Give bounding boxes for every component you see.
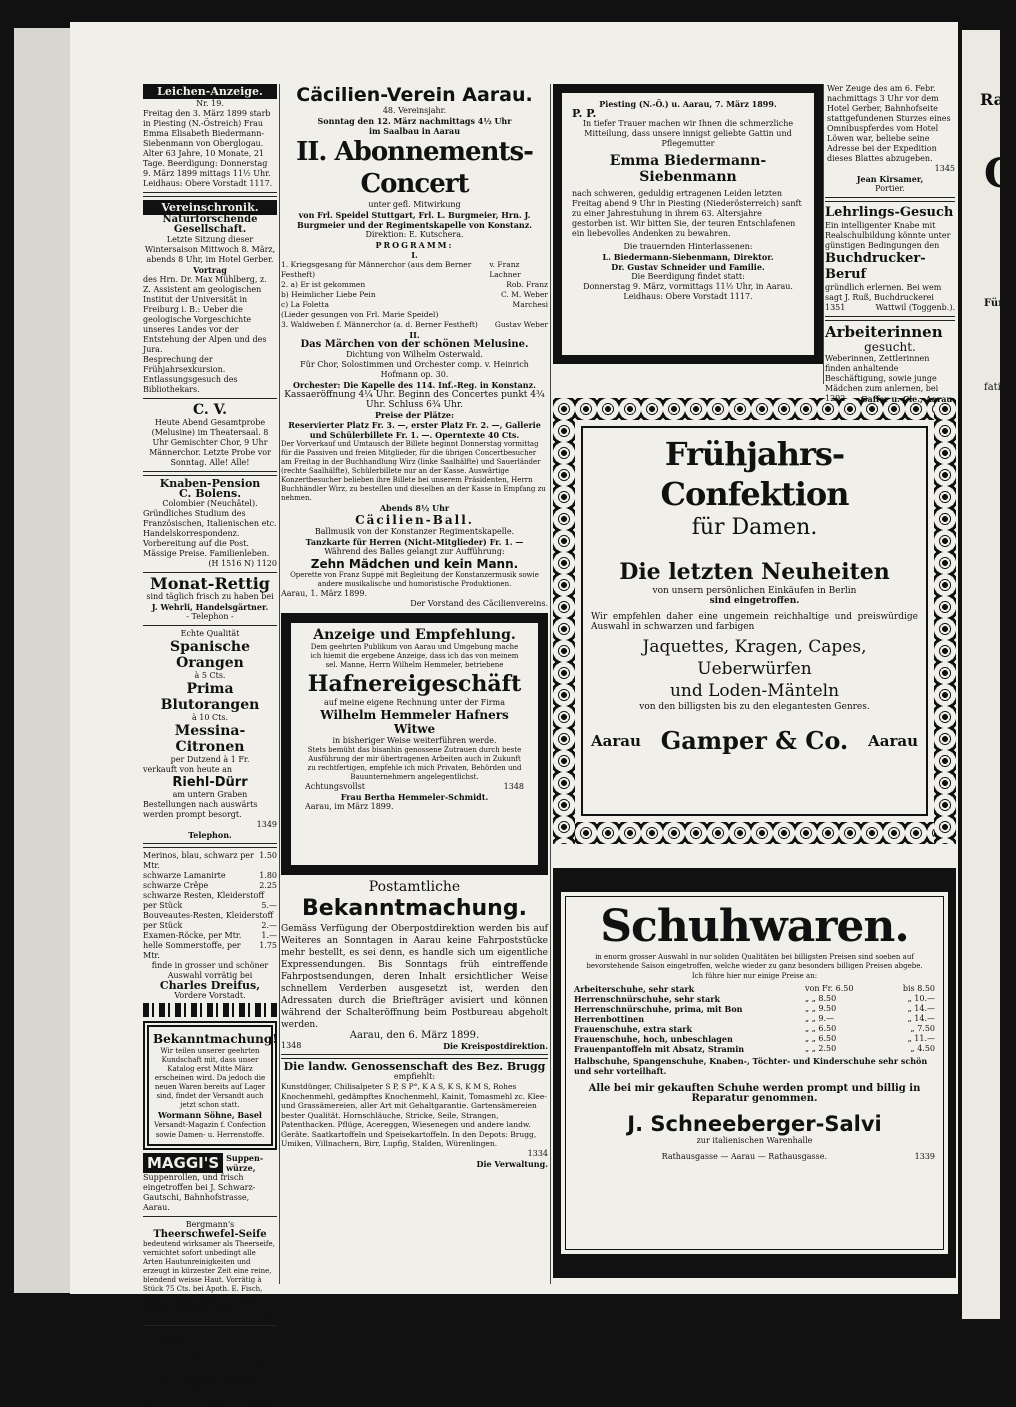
anz-firm: Wilhelm Hemmeler Hafners Witwe <box>320 708 509 736</box>
cac-operette: Operette von Franz Suppé mit Begleitung der Konstanzermusik sowie andere musikalische und humoristische Produktionen. <box>290 571 539 588</box>
cac-preise: Preise der Plätze: <box>375 410 454 420</box>
trauer-hinter: Die trauernden Hinterlassenen: <box>623 242 753 251</box>
programme-composer: v. Franz Lachner <box>489 260 521 279</box>
wagen-text: in vorzüglicher Qualität empfiehlt <box>161 1377 259 1396</box>
knaben-code: (H 1516 N) 1120 <box>208 559 277 568</box>
orangen-note: Bestellungen nach auswärts werden prompt besorgt. <box>143 800 258 819</box>
bek-name: Wormann Söhne, Basel <box>158 1110 262 1120</box>
orangen-name: Riehl-Dürr <box>172 775 248 790</box>
boot-border-top <box>553 868 956 892</box>
shoe-price-to: „ 4.50 <box>910 1044 935 1053</box>
price-row <box>143 921 277 931</box>
price-value: 5.— <box>261 901 277 910</box>
wagen-heading-1: Wagenschmiere <box>147 1329 273 1345</box>
programme-item <box>281 280 548 290</box>
post-heading-1: Postamtliche <box>368 879 461 895</box>
cac-ball: Cäcilien-Ball. <box>355 513 474 527</box>
column-4 <box>825 84 955 404</box>
price-label: per Stück <box>143 901 183 910</box>
monat-tel: - Telephon - <box>186 612 234 621</box>
shoe-price-row <box>574 984 935 994</box>
edge-fragment: C <box>984 150 1016 197</box>
maggi-side: Suppen-würze, <box>226 1153 264 1173</box>
sch-repair: Alle bei mir gekauften Schuhe werden prompt und billig in Reparatur genommen. <box>588 1083 921 1104</box>
lehr-text: Ein intelligenter Knabe mit Realschulbildung könnte unter günstigen Bedingungen den <box>825 221 951 250</box>
shoe-price-from: „ „ 2.50 <box>805 1044 837 1053</box>
flower-border <box>553 822 956 844</box>
cac-big-title: II. Abonnements-Concert <box>296 137 533 199</box>
prices-foot: finde in grosser und schöner Auswahl vorrätig bei <box>151 961 269 980</box>
shoe-price-from: „ „ 9.50 <box>805 1004 837 1013</box>
shoe-item: Frauenschuhe, hoch, unbeschlagen <box>574 1034 733 1044</box>
orangen-sell: verkauft von heute an <box>143 765 233 774</box>
cac-names: von Frl. Speidel Stuttgart, Frl. L. Burgmeier, Hrn. J. Burgmeier und der Regimentskapelle von Konstanz. <box>296 210 533 230</box>
column-2 <box>281 84 548 1284</box>
schuhwaren-ad <box>553 868 956 1278</box>
fr-sub: für Damen. <box>691 515 818 540</box>
fr-items-2: und Loden-Mänteln <box>669 681 840 701</box>
programme-composer: Marchesi <box>512 300 548 309</box>
trauer-name-1: L. Biedermann-Siebenmann, Direktor. <box>602 252 774 262</box>
price-label: Bouveautes-Resten, Kleiderstoff <box>143 911 274 920</box>
orangen-price-1: à 5 Cts. <box>194 671 226 680</box>
vortrag-foot: Besprechung der Frühjahrsexkursion. Entlassungsgesuch des Bibliothekars. <box>143 355 238 394</box>
cac-sign: Der Vorstand des Cäcilienvereins. <box>410 599 548 608</box>
sch-sub: Ich führe hier nur einige Preise an: <box>691 972 818 980</box>
landw-heading: Die landw. Genossenschaft des Bez. Brugg <box>283 1060 546 1073</box>
fr-firm: Gamper & Co. <box>660 726 849 755</box>
sch-firm-sub: zur italienischen Warenhalle <box>696 1136 813 1145</box>
anz-big: Hafnereigeschäft <box>307 671 522 697</box>
column-1 <box>143 84 278 1407</box>
wagen-heading-2: Patentachsenfett <box>143 1345 277 1361</box>
knaben-place: Colombier (Neuchâtel). <box>162 499 258 508</box>
price-row <box>143 931 277 941</box>
berg-text: bedeutend wirksamer als Theerseife, vernichtet sofort unbedingt alle Arten Hautunreinigkeiten und erzeugt in kürzester Zeit eine reine, blendend weisse Haut. Vorrätig à Stück 75 Cts. bei Apoth. E. Fisch, Apoth. R. Jung, Apoth. C. Fleisch, Apoth. J. Weibezahl, Aarau. <box>143 1240 275 1311</box>
shoe-item: Herrenbottinen <box>574 1014 645 1024</box>
trauer-beerd: Die Beerdigung findet statt: <box>631 272 745 281</box>
cac-title: Cäcilien-Verein Aarau. <box>296 84 533 106</box>
price-value: 1.75 <box>259 941 277 950</box>
divider <box>281 1054 548 1059</box>
price-row <box>143 941 277 961</box>
column-rule <box>823 84 824 384</box>
cac-kasse: Kassaeröffnung 4¼ Uhr. Beginn des Concertes punkt 4¾ Uhr. Schluss 6¾ Uhr. <box>284 390 545 410</box>
cac-tanz: Tanzkarte für Herren (Nicht-Mitglieder) Fr. 1. — <box>305 537 524 547</box>
cac-ball-mus: Ballmusik von der Konstanzer Regimentskapelle. <box>314 527 515 536</box>
landw-text: Kunstdünger, Chilisalpeter S P, S P°, K A S, K S, K M S, Rohes Knochenmehl, gedämpftes Knochenmehl, Kainit, Tomasmehl zc. Klee- und Grassämereien, aller Art mit Gehaltgarantie. Gartensämereien bester Qualität. Hornschläuche, Stricke, Seile, Strangen, Patenthacken. Pflüge, Acereggen, Wiesenegen und andere landw. Geräte. Saatkartoffeln und Speisekartoffeln. In den Depots: Brugg, Umiken, Villnachern, Birr, Lupfig, Stalden, Würenlingen. <box>281 1082 547 1148</box>
shoe-price-from: „ „ 8.50 <box>805 994 837 1003</box>
shoe-price-to: „ 14.— <box>907 1014 935 1023</box>
programme-item <box>281 320 548 330</box>
cac-date: Sonntag den 12. März nachmittags 4½ Uhr <box>317 116 512 126</box>
programme-composer: Gustav Weber <box>494 320 548 329</box>
price-label: schwarze Lamanirte <box>143 871 226 880</box>
shoe-item: Arbeiterschuhe, sehr stark <box>574 984 695 994</box>
cac-orch: Orchester: Die Kapelle des 114. Inf.-Reg. in Konstanz. <box>293 380 536 390</box>
shoe-price-row <box>574 1024 935 1034</box>
berg-code: 1332 <box>256 1312 277 1321</box>
ornament-border <box>143 1003 277 1017</box>
anz-text-2: Stets bemüht das bisanhin genossene Zutrauen durch beste Ausführung der mir übertragenen Arbeiten auch in Zukunft zu rechtfertigen, empfehle ich mich Privaten, Behörden und Bauunternehmern angelegentlichst. <box>307 746 522 781</box>
boot-border-bottom <box>553 1254 956 1278</box>
flower-border <box>934 398 956 844</box>
orangen-price-2: à 10 Cts. <box>191 713 229 722</box>
anz-date: Aarau, im März 1899. <box>305 802 394 811</box>
arb-code: 1292 <box>825 394 846 403</box>
orangen-code: 1349 <box>256 820 277 829</box>
wagen-code: 994 <box>143 1397 159 1406</box>
leichen-heading: Leichen-Anzeige. <box>143 84 277 99</box>
lehr-text-2: gründlich erlernen. Bei wem sagt J. Ruß, Buchdruckerei <box>825 283 942 302</box>
trauer-name-2: Dr. Gustav Schneider und Familie. <box>611 262 765 272</box>
cv-heading: C. V. <box>193 402 227 418</box>
trauer-name: Emma Biedermann-Siebenmann <box>609 153 767 185</box>
natur-heading: Naturforschende Gesellschaft. <box>162 214 258 235</box>
sch-extra: Halbschuhe, Spangenschuhe, Knaben-, Töchter- und Kinderschuhe sehr schön und sehr vorteilhaft. <box>574 1056 928 1076</box>
berg-title: Theerschwefel-Seife <box>153 1229 267 1240</box>
landw-code: 1334 <box>527 1148 548 1158</box>
shoe-price-to: bis 8.50 <box>902 984 935 993</box>
maggi-text: Suppenrollen, und frisch eingetroffen bei J. Schwarz-Gautschi, Bahnhofstrasse, Aarau. <box>143 1173 256 1212</box>
hafner-ad-frame <box>281 613 548 875</box>
cac-abends: Abends 8½ Uhr <box>379 503 450 513</box>
vortrag-text: des Hrn. Dr. Max Mühlberg, z. Z. Assistent am geologischen Institut der Universität in Freiburg i. B.: Ueber die geologische Vorgeschichte unseres Landes vor der Entstehung der Alpen und des Jura. <box>143 275 267 354</box>
sch-text: in enorm grosser Auswahl in nur soliden Qualitäten bei billigsten Preisen sind soeben auf bevorstehende Saison eingetroffen, welche wieder zu ganz besonders billigen Preisen abgebe. <box>586 953 923 970</box>
zeuge-text: Wer Zeuge des am 6. Febr. nachmittags 3 Uhr vor dem Hotel Gerber, Bahnhofseite stattgefundenen Sturzes eines Omnibuspferdes vom Hotel Löwen war, beliebe seine Adresse bei der Expedition dieses Blattes abzugeben. <box>827 84 951 163</box>
divider <box>143 398 277 399</box>
shoe-item: Herrenschnürschuhe, sehr stark <box>574 994 721 1004</box>
price-value: 1.50 <box>259 851 277 860</box>
cac-preise-text: Reservierter Platz Fr. 3. —, erster Platz Fr. 2. —, Gallerie und Schülerbillete Fr. 1. —. Operntexte 40 Cts. <box>288 420 541 440</box>
shoe-price-list <box>574 984 935 1054</box>
sch-firm: J. Schneeberger-Salvi <box>627 1112 882 1136</box>
zeuge-role: Portier. <box>875 184 905 193</box>
cac-mit: unter gefl. Mitwirkung <box>368 200 461 209</box>
zeuge-name: Jean Kirsamer, <box>856 174 924 184</box>
arb-sub: gesucht. <box>864 340 916 354</box>
cac-prog: PROGRAMM: <box>375 240 454 250</box>
next-page-edge <box>962 30 1016 1319</box>
shoe-price-row <box>574 1004 935 1014</box>
shoe-price-from: „ „ 9.— <box>805 1014 835 1023</box>
cv-text: Heute Abend Gesamtprobe (Melusine) im Theatersaal. 8 Uhr Gemischter Chor, 9 Uhr Männerchor. Letzte Probe vor Sonntag. Alle! Alle! <box>149 418 271 467</box>
divider <box>825 316 955 321</box>
shoe-price-to: „ 11.— <box>907 1034 935 1043</box>
price-value: 2.— <box>261 921 277 930</box>
shoe-price-row <box>574 1044 935 1054</box>
sch-heading: Schuhwaren. <box>600 901 909 952</box>
shoe-price-to: „ 14.— <box>907 1004 935 1013</box>
bek-text: Wir teilen unserer geehrten Kundschaft mit, dass unser Katalog erst Mitte März erscheinen wird. Da jedoch die neuen Waren bereits auf Lager sind, findet der Versandt auch jetzt schon statt. <box>154 1047 266 1109</box>
cac-mel-text: Für Chor, Solostimmen und Orchester comp. v. Heinrich Hofmann op. 30. <box>300 360 529 379</box>
divider <box>143 572 277 573</box>
lehr-place: Wattwil (Toggenb.). <box>875 303 955 312</box>
post-text: Gemäss Verfügung der Oberpostdirektion werden bis auf Weiteres an Sonntagen in Aarau keine Fahrpoststücke mehr bestellt, es sei denn, es handle sich um eigentliche Expressendungen. Bis Sonntags früh eintreffende Fahrpostsendungen, deren Inhalt ersichtlicher Weise schnellem Verderben ausgesetzt ist, werden den Adressaten durch die Briefträger avisiert und können während der Schalteröffnung beim Postbureau abgeholt werden. <box>281 924 548 1030</box>
anz-after: in bisheriger Weise weiterführen werde. <box>332 736 497 745</box>
programme-title: (Lieder gesungen von Frl. Marie Speidel) <box>281 310 439 319</box>
lehr-code: 1351 <box>825 303 846 312</box>
cac-dir: Direktion: E. Kutschera. <box>365 230 464 239</box>
post-sign: Die Kreispostdirektion. <box>443 1041 548 1051</box>
anz-mid: auf meine eigene Rechnung unter der Firma <box>324 698 505 707</box>
dreifus-name: Charles Dreifus, <box>159 979 261 992</box>
price-row <box>143 901 277 911</box>
knaben-name: C. Bolens. <box>178 487 242 500</box>
trauer-beerd-2: Donnerstag 9. März, vormittags 11½ Uhr, in Aarau. <box>583 282 793 291</box>
programme-title: b) Heimlicher Liebe Pein <box>281 290 376 299</box>
fr-heading: Frühjahrs-Confektion <box>660 435 849 513</box>
divider <box>143 471 277 476</box>
shoe-price-row <box>574 1014 935 1024</box>
maggi-logo: MAGGI'S <box>143 1153 223 1173</box>
shoe-price-from: „ „ 6.50 <box>805 1034 837 1043</box>
orangen-heading-1: Spanische Orangen <box>170 639 250 671</box>
shoe-price-row <box>574 994 935 1004</box>
divider <box>143 843 277 848</box>
orangen-heading-3: Messina-Citronen <box>174 723 246 755</box>
programme-composer: C. M. Weber <box>500 290 548 299</box>
leichen-number: Nr. 19. <box>196 99 224 108</box>
programme-item <box>281 260 548 280</box>
knaben-text: Gründliches Studium des Französischen, Italienischen etc. Handelskorrespondenz. Vorbereitung auf die Post. Mässige Preise. Familienleben. <box>143 509 277 558</box>
price-label: Merinos, blau, schwarz per Mtr. <box>143 851 254 870</box>
anz-text: Dem geehrten Publikum von Aarau und Umgebung mache ich hiemit die ergebene Anzeige, dass ich das von meinem sel. Manne, Herrn Wilhelm Hemmeler, betriebene <box>310 643 519 669</box>
programme-composer: Rob. Franz <box>506 280 548 289</box>
dreifus-addr: Vordere Vorstadt. <box>174 991 246 1000</box>
price-row <box>143 891 277 901</box>
price-list <box>143 851 277 961</box>
price-row <box>143 871 277 881</box>
fruehjahrs-ad <box>553 398 956 844</box>
divider <box>143 625 277 626</box>
death-notice <box>553 84 823 364</box>
anz-greet: Achtungsvollst <box>305 782 365 791</box>
shoe-price-to: „ 10.— <box>907 994 935 1003</box>
fr-text: Wir empfehlen daher eine ungemein reichhaltige und preiswürdige Auswahl in schwarzen und farbigen <box>591 612 918 632</box>
cac-year: 48. Vereinsjahr. <box>382 106 447 115</box>
trauer-place: Piesting (N.-Ö.) u. Aarau, 7. März 1899. <box>599 99 777 109</box>
price-value: 2.25 <box>259 881 277 890</box>
programme-title: 2. a) Er ist gekommen <box>281 280 366 289</box>
cac-vorverkauf: Der Vorverkauf und Umtausch der Billete beginnt Donnerstag vormittag für die Passiven und freien Mitglieder, für die übrigen Concertbesucher am Freitag in der Buchhandlung Wirz (linke Saalhälfte) und Sauerländer (rechte Saalhälfte), Schülerbillete nur an der Kasse. Auswärtige Konzertbesucher belieben ihre Billete bei unserem Präsidenten, Herrn Buchhändler Wirz, zu bestellen und dieselben an der Kasse in Empfang zu nehmen. <box>281 440 546 502</box>
landw-sub: empfiehlt: <box>393 1072 436 1081</box>
cac-date-2: Aarau, 1. März 1899. <box>281 589 367 598</box>
arb-text: Weberinnen, Zettlerinnen finden anhaltende Beschäftigung, sowie junge Mädchen zum anlernen, bei <box>825 354 939 393</box>
fr-neu: Die letzten Neuheiten <box>619 559 890 585</box>
fr-range: von den billigsten bis zu den elegantesten Genres. <box>639 702 870 712</box>
fr-neu-sub: von unsern persönlichen Einkäufen in Berlin <box>652 586 857 596</box>
price-label: Examen-Röcke, per Mtr. <box>143 931 242 940</box>
fr-left: Aarau <box>591 731 641 750</box>
edge-fragment: Für <box>984 298 1004 309</box>
knaben-heading: Knaben-Pension <box>159 477 261 490</box>
programme-title: 3. Waldweben f. Männerchor (a. d. Berner Festheft) <box>281 320 478 329</box>
landw-sign: Die Verwaltung. <box>476 1158 548 1169</box>
price-value: 1.— <box>261 931 277 940</box>
sch-code: 1339 <box>914 1152 935 1161</box>
programme-title: 1. Kriegsgesang für Männerchor (aus dem Berner Festheft) <box>281 260 472 279</box>
programme-item <box>281 300 548 310</box>
programme-title: c) La Foletta <box>281 300 329 309</box>
bek-sub: Versandt-Magazin f. Confection sowie Damen- u. Herrenstoffe. <box>154 1121 266 1139</box>
cac-place: im Saalbau in Aarau <box>368 126 461 136</box>
shoe-price-from: von Fr. 6.50 <box>805 984 854 993</box>
price-label: helle Sommerstoffe, per Mtr. <box>143 941 241 960</box>
price-row <box>143 881 277 891</box>
programme-list <box>281 260 548 330</box>
anz-code: 1348 <box>503 782 524 791</box>
vereins-heading: Vereinschronik. <box>143 200 277 215</box>
orangen-addr: am untern Graben <box>172 790 248 799</box>
cac-mel: Das Märchen von der schönen Melusine. <box>300 339 529 350</box>
shoe-item: Frauenschuhe, extra stark <box>574 1024 693 1034</box>
vortrag-heading: Vortrag <box>193 265 227 275</box>
orangen-pre: Echte Qualität <box>180 629 240 638</box>
edge-fragment: fatio <box>984 382 1007 393</box>
monat-text: sind täglich frisch zu haben bei <box>146 592 274 601</box>
arb-firm: Gaffer u. Cie., Aarau. <box>860 394 955 404</box>
divider <box>825 197 955 202</box>
berg-heading: Bergmann's <box>185 1220 235 1229</box>
price-label: schwarze Crêpe <box>143 881 209 890</box>
divider <box>143 1216 277 1217</box>
orangen-heading-2: Prima Blutorangen <box>160 681 260 713</box>
fr-right: Aarau <box>868 731 918 750</box>
orangen-tel: Telephon. <box>188 830 232 840</box>
trauer-leid: Leidhaus: Obere Vorstadt 1117. <box>623 292 753 301</box>
book-spine <box>14 28 71 1293</box>
post-heading-2: Bekanntmachung. <box>302 896 527 921</box>
price-label: per Stück <box>143 921 183 930</box>
shoe-item: Herrenschnürschuhe, prima, mit Bon <box>574 1004 743 1014</box>
trauer-text-2: nach schweren, geduldig ertragenen Leiden letzten Freitag abend 9 Uhr in Piesting (Niederösterreich) sanft zu einer Jahrestuhung in ihrem 63. Altersjahre gestorben ist. Wir bitten Sie, der teuren Entschlafenen ein liebevolles Andenken zu bewahren. <box>572 189 802 238</box>
bekanntmachung-box <box>143 1021 277 1150</box>
trauer-pp: P. P. <box>572 107 597 120</box>
fr-neu-sub-2: sind eingetroffen. <box>709 596 800 606</box>
cac-part-1: I. <box>411 250 418 260</box>
orangen-price-3: per Dutzend à 1 Fr. <box>170 755 250 764</box>
wagen-heading-3: Patentachsenöl <box>149 1361 271 1377</box>
cac-zehn: Zehn Mädchen und kein Mann. <box>310 557 519 571</box>
anz-sign: Frau Bertha Hemmeler-Schmidt. <box>340 792 489 802</box>
fr-items: Jaquettes, Kragen, Capes, Ueberwürfen <box>642 637 867 679</box>
shoe-price-from: „ „ 6.50 <box>805 1024 837 1033</box>
trauer-text: In tiefer Trauer machen wir Ihnen die schmerzliche Mitteilung, dass unsere innigst geliebte Gattin und Pflegemutter <box>582 119 794 148</box>
wagen-name: C. Richner, Seiler. <box>196 1397 277 1407</box>
arb-heading: Arbeiterinnen <box>825 323 943 341</box>
anz-heading: Anzeige und Empfehlung. <box>313 627 516 643</box>
post-code: 1348 <box>281 1041 302 1050</box>
bek-heading: Bekanntmachung! <box>153 1032 278 1046</box>
natur-text: Letzte Sitzung dieser Wintersaison Mittwoch 8. März, abends 8 Uhr, im Hotel Gerber. <box>144 235 276 264</box>
cac-part-2: II. <box>409 330 420 340</box>
lehr-heading: Lehrlings-Gesuch <box>825 205 954 220</box>
monat-name: J. Wehrli, Handelsgärtner. <box>151 602 269 612</box>
lehr-big: Buchdrucker-Beruf <box>825 251 926 282</box>
cac-waehrend: Während des Balles gelangt zur Aufführung: <box>324 547 505 556</box>
flower-border <box>553 398 575 844</box>
shoe-item: Frauenpantoffeln mit Absatz, Stramin <box>574 1044 745 1054</box>
price-value: 1.80 <box>259 871 277 880</box>
divider <box>143 1325 277 1326</box>
zeuge-code: 1345 <box>934 164 955 173</box>
column-rule <box>550 84 551 1284</box>
edge-fragment: Ra <box>980 90 1005 109</box>
programme-item <box>281 290 548 300</box>
cac-mel-sub: Dichtung von Wilhelm Osterwald. <box>346 350 483 359</box>
shoe-price-row <box>574 1034 935 1044</box>
price-label: schwarze Resten, Kleiderstoff <box>143 891 265 900</box>
shoe-price-to: „ 7.50 <box>910 1024 935 1033</box>
sch-addr: Rathausgasse — Aarau — Rathausgasse. <box>661 1152 828 1161</box>
divider <box>143 192 277 197</box>
post-date: Aarau, den 6. März 1899. <box>349 1030 480 1041</box>
programme-item <box>281 310 548 320</box>
leichen-text: Freitag den 3. März 1899 starb in Piesting (N.-Östreich) Frau Emma Elisabeth Biedermann-Siebenmann von Oberglogau. Alter 63 Jahre, 10 Monate, 21 Tage. Beerdigung: Donnerstag 9. März 1899 mittags 11½ Uhr. Leidhaus: Obere Vorstadt 1117. <box>143 109 273 188</box>
monat-heading: Monat-Rettig <box>150 574 270 593</box>
price-row <box>143 911 277 921</box>
price-row <box>143 851 277 871</box>
column-rule <box>279 84 280 1284</box>
